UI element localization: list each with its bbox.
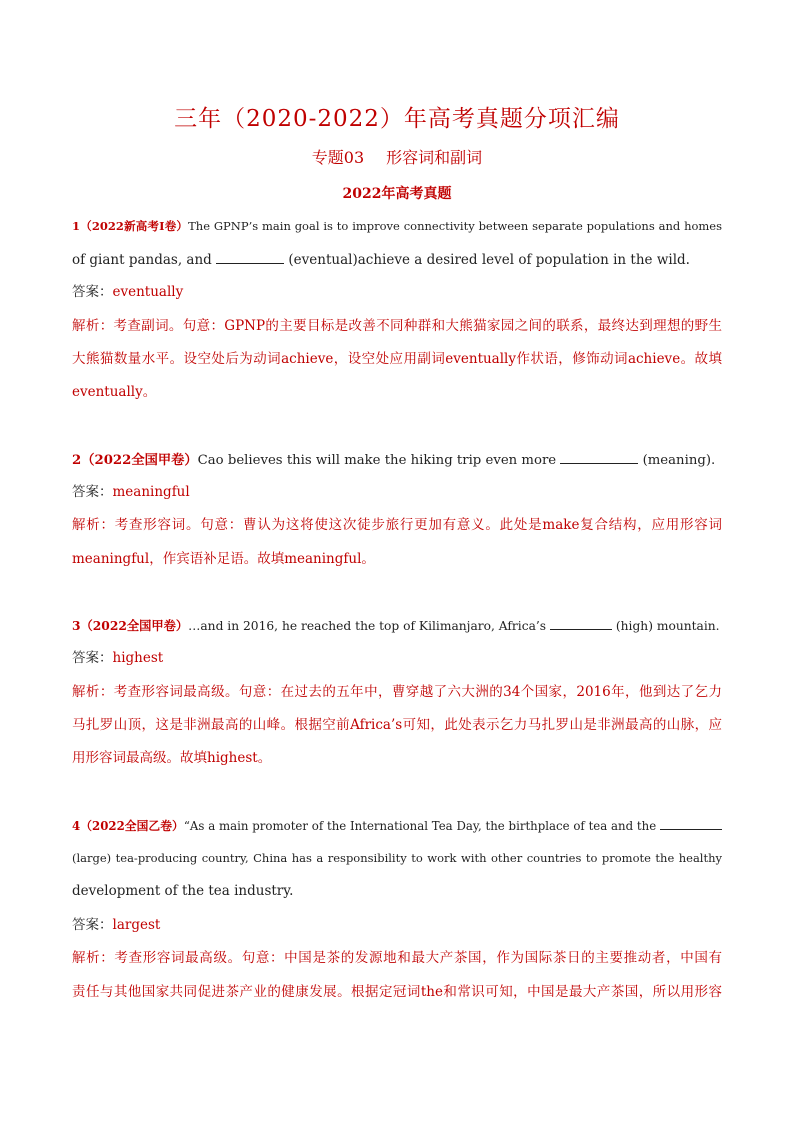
answer-value: meaningful [112, 484, 190, 500]
question-1-text-2a: of giant pandas, and [72, 252, 212, 268]
answer-blank [216, 249, 284, 264]
question-1-explanation-1: 解析：考查副词。句意：GPNP的主要目标是改善不同种群和大熊猫家园之间的联系，最终达到理想的野生 [72, 318, 722, 334]
answer-value: highest [112, 650, 164, 666]
question-4-answer [72, 915, 722, 935]
answer-blank [550, 615, 612, 630]
document-title: 三年（2020-2022）年高考真题分项汇编 [174, 106, 620, 132]
question-1-label: 1（2022新高考I卷） [72, 219, 189, 233]
question-3-explanation-3: 用形容词最高级。故填highest。 [72, 750, 272, 766]
question-2-line-1 [72, 449, 722, 471]
question-2-text-1b: (meaning). [642, 453, 716, 468]
question-4-text-1: “As a main promoter of the International Tea Day, the birthplace of tea and the [183, 819, 657, 833]
answer-value: eventually [112, 284, 184, 300]
question-3-explanation-1: 解析：考查形容词最高级。句意：在过去的五年中，曹穿越了六大洲的34个国家，2016年，他到达了乞力 [72, 684, 722, 700]
document-subtitle [0, 145, 794, 168]
answer-label: 答案： [72, 917, 113, 933]
question-4-label: 4（2022全国乙卷） [72, 819, 184, 833]
answer-label: 答案： [72, 284, 113, 300]
answer-label: 答案： [72, 650, 113, 666]
subtitle-topic-number: 专题03 [311, 148, 365, 167]
question-1-explanation-2: 大熊猫数量水平。设空处后为动词achieve，设空处应用副词eventually作状语，修饰动词achieve。故填 [72, 351, 722, 367]
question-4-explanation-2: 责任与其他国家共同促进茶产业的健康发展。根据定冠词the和常识可知，中国是最大产茶国，所以用形容 [72, 984, 722, 1000]
answer-value: largest [112, 917, 161, 933]
question-3-line-1 [72, 615, 722, 636]
question-3-explanation-2: 马扎罗山顶，这是非洲最高的山峰。根据空前Africa’s可知，此处表示乞力马扎罗山是非洲最高的山脉，应 [72, 717, 722, 733]
question-3-text-1b: (high) mountain. [615, 619, 720, 633]
question-4-line-3: development of the tea industry. [72, 883, 294, 899]
answer-label: 答案： [72, 484, 113, 500]
question-4-line-2: (large) tea-producing country, China has a responsibility to work with other countries to promote the healthy [72, 851, 722, 865]
question-2-explanation-1: 解析：考查形容词。句意：曹认为这将使这次徒步旅行更加有意义。此处是make复合结构，应用形容词 [72, 517, 722, 533]
question-1-answer [72, 282, 722, 302]
answer-blank [560, 449, 638, 464]
section-heading: 2022年高考真题 [342, 186, 452, 202]
question-1-line-1 [72, 216, 722, 236]
question-4-explanation-1: 解析：考查形容词最高级。句意：中国是茶的发源地和最大产茶国，作为国际茶日的主要推动者，中国有 [72, 950, 722, 966]
question-3-answer [72, 648, 722, 668]
question-3-label: 3（2022全国甲卷） [72, 618, 189, 633]
question-4-line-1 [72, 815, 722, 836]
question-2-text-1a: Cao believes this will make the hiking trip even more [197, 453, 557, 468]
question-1-line-2 [72, 249, 722, 270]
subtitle-topic-name: 形容词和副词 [386, 148, 483, 167]
question-1-text-1: The GPNP’s main goal is to improve connectivity between separate populations and homes [188, 219, 723, 233]
question-3-text-1a: …and in 2016, he reached the top of Kilimanjaro, Africa’s [188, 619, 547, 633]
answer-blank [660, 815, 722, 830]
question-2-explanation-2: meaningful，作宾语补足语。故填meaningful。 [72, 551, 375, 567]
question-2-answer [72, 482, 722, 502]
question-2-label: 2（2022全国甲卷） [72, 453, 198, 468]
question-1-explanation-3: eventually。 [72, 384, 157, 400]
question-1-text-2b: (eventual)achieve a desired level of population in the wild. [288, 252, 690, 268]
